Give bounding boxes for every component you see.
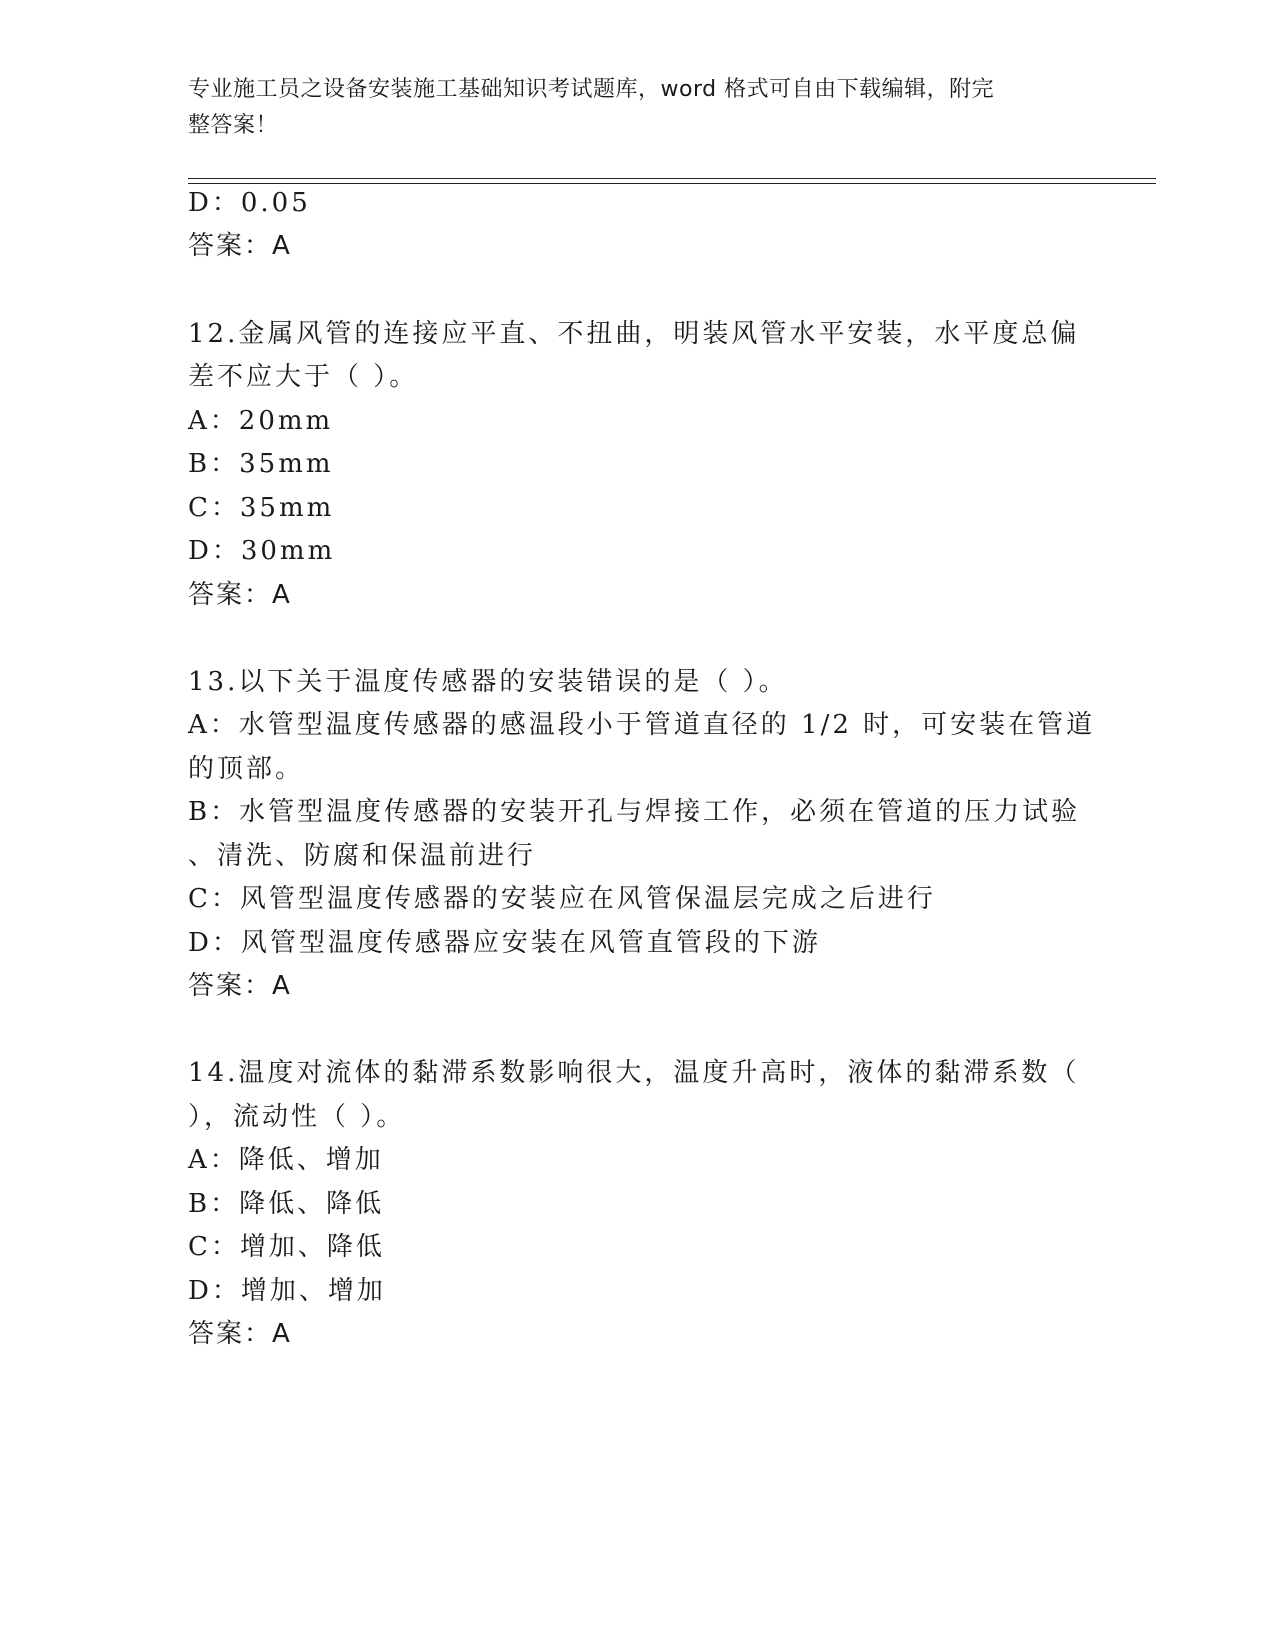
- q14-option-b: B：降低、降低: [188, 1189, 385, 1219]
- q13-option-a-line-2: 的顶部。: [188, 754, 305, 784]
- q14-stem-line-2: ），流动性（ ）。: [188, 1102, 406, 1132]
- q14-stem-line-1: 14.温度对流体的黏滞系数影响很大，温度升高时，液体的黏滞系数（: [188, 1058, 1080, 1088]
- q12-answer: 答案：A: [188, 580, 292, 610]
- header-divider-top: [188, 178, 1156, 179]
- header-line-2: 整答案！: [188, 113, 279, 138]
- q14-option-c: C：增加、降低: [188, 1232, 385, 1262]
- q14-option-a: A：降低、增加: [188, 1145, 384, 1175]
- q12-option-d: D：30mm: [188, 536, 336, 566]
- q13-option-c: C：风管型温度传感器的安装应在风管保温层完成之后进行: [188, 884, 936, 914]
- q12-stem-line-2: 差不应大于（ ）。: [188, 362, 419, 392]
- header-line-1: 专业施工员之设备安装施工基础知识考试题库，word 格式可自由下载编辑，附完: [188, 77, 995, 102]
- prev-answer: 答案：A: [188, 231, 292, 261]
- q14-answer: 答案：A: [188, 1319, 292, 1349]
- prev-option-d: D：0.05: [188, 188, 311, 218]
- q13-stem: 13.以下关于温度传感器的安装错误的是（ ）。: [188, 667, 788, 697]
- header-divider-bottom: [188, 183, 1156, 184]
- q13-answer: 答案：A: [188, 971, 292, 1001]
- document-header: [188, 72, 1068, 144]
- q12-option-b: B：35mm: [188, 449, 334, 479]
- q12-option-a: A：20mm: [188, 406, 334, 436]
- q14-option-d: D：增加、增加: [188, 1276, 386, 1306]
- q12-option-c: C：35mm: [188, 493, 335, 523]
- q13-option-a-line-1: A：水管型温度传感器的感温段小于管道直径的 1/2 时，可安装在管道: [188, 710, 1096, 740]
- q13-option-b-line-1: B：水管型温度传感器的安装开孔与焊接工作，必须在管道的压力试验: [188, 797, 1081, 827]
- q12-stem-line-1: 12.金属风管的连接应平直、不扭曲，明装风管水平安装，水平度总偏: [188, 319, 1080, 349]
- q13-option-b-line-2: 、清洗、防腐和保温前进行: [188, 841, 537, 871]
- q13-option-d: D：风管型温度传感器应安装在风管直管段的下游: [188, 928, 821, 958]
